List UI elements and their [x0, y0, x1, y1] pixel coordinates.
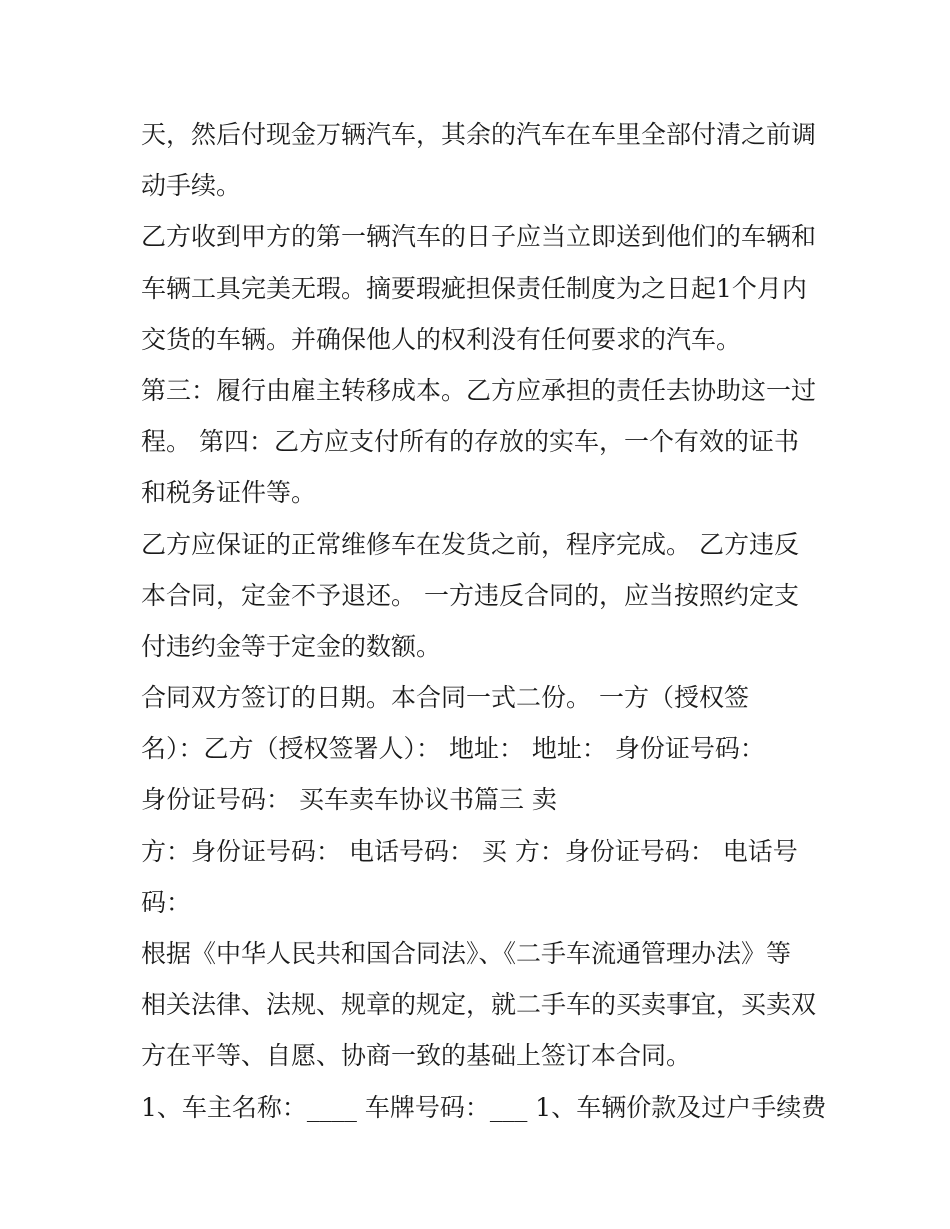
text-line-9: 乙方应保证的正常维修车在发货之前，程序完成。 乙方违反: [141, 529, 799, 559]
text-line-17: 根据《中华人民共和国合同法》、《二手车流通管理办法》等: [141, 939, 792, 968]
text-line-14: 身份证号码： 买车卖车协议书篇三 卖: [141, 785, 557, 815]
text-line-15: 方：身份证号码： 电话号码： 买 方：身份证号码： 电话号: [141, 836, 798, 866]
text-line-19: 方在平等、自愿、协商一致的基础上签订本合同。: [141, 1041, 692, 1071]
text-line-6: 第三：履行由雇主转移成本。乙方应承担的责任去协助这一过: [141, 375, 817, 405]
text-line-16: 码：: [141, 887, 192, 917]
text-line-8: 和税务证件等。: [141, 478, 317, 508]
text-line-2: 动手续。: [141, 171, 242, 201]
text-line-4: 车辆工具完美无瑕。摘要瑕疵担保责任制度为之日起1个月内: [141, 273, 807, 303]
text-line-5: 交货的车辆。并确保他人的权利没有任何要求的汽车。: [141, 324, 742, 354]
text-line-11: 付违约金等于定金的数额。: [141, 631, 442, 661]
text-line-3: 乙方收到甲方的第一辆汽车的日子应当立即送到他们的车辆和: [141, 222, 817, 252]
text-line-20: 1、车主名称：____ 车牌号码：___ 1、车辆价款及过户手续费: [141, 1092, 827, 1122]
text-line-1: 天，然后付现金万辆汽车，其余的汽车在车里全部付清之前调: [141, 120, 817, 149]
text-line-18: 相关法律、法规、规章的规定，就二手车的买卖事宜，买卖双: [141, 990, 817, 1020]
text-line-7: 程。 第四：乙方应支付所有的存放的实车，一个有效的证书: [141, 427, 799, 457]
text-line-13: 名）：乙方（授权签署人）： 地址： 地址： 身份证号码：: [141, 734, 765, 764]
text-line-10: 本合同，定金不予退还。 一方违反合同的，应当按照约定支: [141, 580, 799, 610]
document-body: [141, 109, 841, 1133]
text-line-12: 合同双方签订的日期。本合同一式二份。 一方（授权签: [141, 683, 749, 713]
